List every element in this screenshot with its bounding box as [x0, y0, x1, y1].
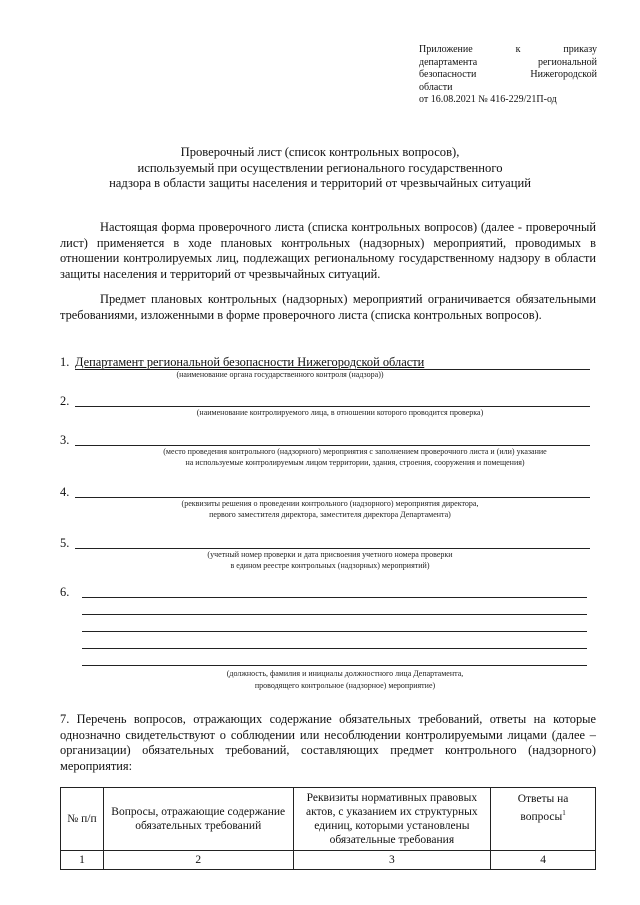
field-6-line-5[interactable]	[82, 665, 587, 666]
approval-block	[419, 44, 597, 107]
field-6-line-4[interactable]	[82, 648, 587, 649]
footnote-mark: 1	[562, 809, 566, 817]
field-3-number: 3.	[60, 433, 70, 447]
approval-line-1: Приложение к приказу	[419, 44, 597, 55]
table-col-number: 4	[491, 851, 596, 870]
document-title	[60, 145, 580, 192]
approval-line-2: департамента региональной	[419, 56, 597, 68]
table-col-number: 2	[103, 851, 293, 870]
header-requisites: Реквизиты нормативных правовых актов, с указанием их структурных единиц, которыми установлены обязательные требования	[293, 788, 491, 851]
field-1-value[interactable]: Департамент региональной безопасности Нижегородской области	[75, 355, 425, 369]
field-5-number: 5.	[60, 536, 70, 550]
header-questions: Вопросы, отражающие содержание обязательных требований	[103, 788, 293, 851]
table-col-number: 3	[293, 851, 491, 870]
field-4-caption-2: первого заместителя директора, заместителя директора Департамента)	[209, 510, 451, 519]
header-number: № п/п	[61, 788, 104, 851]
header-answers: Ответы на вопросы$^1$	[491, 788, 596, 851]
section-7-text: 7. Перечень вопросов, отражающих содержание обязательных требований, ответы на которые однозначно свидетельствуют о соблюдении или несоблюдении контролируемыми лицами (далее – организации) обязательных требований, составляющих предмет контрольного (надзорного) мероприятия:	[60, 712, 596, 773]
field-6-caption-1: (должность, фамилия и инициалы должностного лица Департамента,	[226, 669, 464, 678]
intro-paragraph-1: Настоящая форма проверочного листа (списка контрольных вопросов) (далее - проверочный лист) применяется в ходе плановых контрольных (надзорных) мероприятий, проводимых в отношении контролируемых лиц, подлежащих региональному государственному надзору в области защиты населения и территорий от чрезвычайных ситуаций.	[60, 220, 596, 281]
field-6-line-3[interactable]	[82, 631, 587, 632]
field-4-number: 4.	[60, 485, 70, 499]
approval-line-3: безопасности Нижегородской	[419, 69, 597, 80]
field-6-number: 6.	[60, 585, 70, 599]
intro-paragraph-2: Предмет плановых контрольных (надзорных) мероприятий ограничивается обязательными требованиями, изложенными в форме проверочного листа (списка контрольных вопросов).	[60, 292, 596, 322]
field-3-caption-2: на используемые контролируемым лицом территории, здания, строения, сооружения и помещения)	[185, 458, 525, 467]
table-col-number: 1	[61, 851, 104, 870]
field-6-line-2[interactable]	[82, 614, 587, 615]
checklist-table	[60, 787, 596, 870]
title-line-3: надзора в области защиты населения и территорий от чрезвычайных ситуаций	[109, 176, 531, 190]
field-6-caption-2: проводящего контрольное (надзорное) мероприятие)	[254, 681, 436, 690]
field-6-line-1[interactable]	[82, 597, 587, 598]
title-line-2: используемый при осуществлении регионального государственного	[137, 160, 503, 175]
title-line-1: Проверочный лист (список контрольных вопросов),	[180, 145, 460, 159]
approval-line-5: от 16.08.2021 № 416-229/21П-од	[419, 94, 557, 105]
field-5-caption-1: (учетный номер проверки и дата присвоения учетного номера проверки	[207, 550, 453, 559]
approval-line-4: области	[419, 81, 453, 93]
field-1-caption: (наименование органа государственного контроля (надзора))	[176, 370, 384, 379]
field-5-caption-2: в едином реестре контрольных (надзорных) мероприятий)	[230, 561, 430, 570]
field-2-number: 2.	[60, 394, 70, 408]
field-2-caption: (наименование контролируемого лица, в отношении которого проводится проверка)	[196, 408, 484, 417]
field-3-caption-1: (место проведения контрольного (надзорного) мероприятия с заполнением проверочного листа и (или) указание	[163, 447, 547, 456]
table-numbers-row	[61, 851, 596, 870]
field-1-number: 1.	[60, 355, 70, 369]
table-header-row	[61, 788, 596, 851]
field-4-caption-1: (реквизиты решения о проведении контрольного (надзорного) мероприятия директора,	[181, 499, 479, 508]
